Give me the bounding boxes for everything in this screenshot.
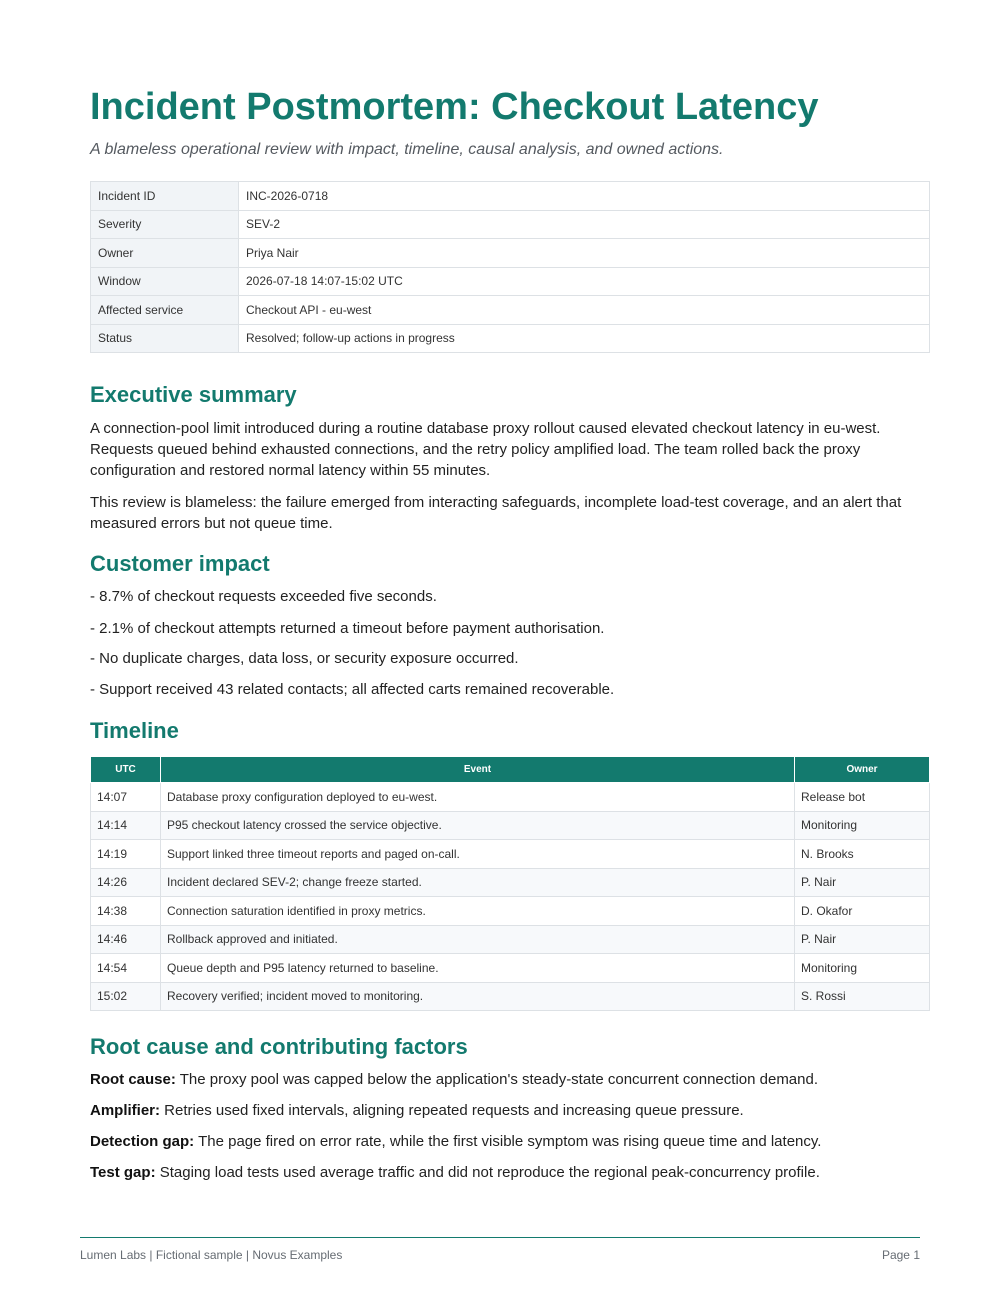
table-row [91, 925, 930, 954]
meta-row [91, 267, 930, 296]
cause-label: Root cause: [90, 1071, 176, 1088]
impact-item: - 8.7% of checkout requests exceeded five seconds. [90, 588, 437, 605]
meta-value: Checkout API - eu-west [239, 296, 930, 325]
time-cell: 14:54 [91, 954, 161, 983]
timeline-header-row [91, 757, 930, 783]
meta-row [91, 239, 930, 268]
event-cell: Support linked three timeout reports and paged on-call. [161, 840, 795, 869]
cause-item [90, 1069, 920, 1090]
event-cell: Incident declared SEV-2; change freeze started. [161, 868, 795, 897]
summary-paragraph: This review is blameless: the failure emerged from interacting safeguards, incomplete load-test coverage, and an alert that measured errors but not queue time. [90, 494, 902, 532]
footer-left-text: Lumen Labs | Fictional sample | Novus Examples [80, 1248, 343, 1262]
owner-cell: P. Nair [795, 925, 930, 954]
meta-key: Affected service [91, 296, 239, 325]
column-header-utc: UTC [91, 757, 161, 783]
cause-text: The proxy pool was capped below the application's steady-state concurrent connection demand. [175, 1071, 819, 1088]
owner-cell: P. Nair [795, 868, 930, 897]
cause-text: Staging load tests used average traffic and did not reproduce the regional peak-concurrency profile. [155, 1164, 820, 1181]
meta-key: Incident ID [91, 182, 239, 211]
meta-value: Resolved; follow-up actions in progress [239, 324, 930, 353]
meta-value: 2026-07-18 14:07-15:02 UTC [239, 267, 930, 296]
cause-label: Detection gap: [90, 1133, 195, 1150]
cause-label: Test gap: [90, 1164, 156, 1181]
cause-label: Amplifier: [90, 1102, 161, 1119]
timeline-heading: Timeline [90, 718, 179, 743]
meta-value: SEV-2 [239, 210, 930, 239]
meta-key: Owner [91, 239, 239, 268]
event-cell: Rollback approved and initiated. [161, 925, 795, 954]
time-cell: 14:26 [91, 868, 161, 897]
cause-text: Retries used fixed intervals, aligning repeated requests and increasing queue pressure. [160, 1102, 744, 1119]
meta-row [91, 324, 930, 353]
impact-item: - Support received 43 related contacts; all affected carts remained recoverable. [90, 681, 615, 698]
table-row [91, 897, 930, 926]
owner-cell: D. Okafor [795, 897, 930, 926]
meta-value: INC-2026-0718 [239, 182, 930, 211]
page-title: Incident Postmortem: Checkout Latency [90, 86, 819, 128]
event-cell: Queue depth and P95 latency returned to baseline. [161, 954, 795, 983]
meta-value: Priya Nair [239, 239, 930, 268]
event-cell: Recovery verified; incident moved to monitoring. [161, 982, 795, 1011]
table-row [91, 783, 930, 812]
time-cell: 14:46 [91, 925, 161, 954]
table-row [91, 954, 930, 983]
table-row [91, 982, 930, 1011]
time-cell: 14:07 [91, 783, 161, 812]
meta-key: Window [91, 267, 239, 296]
event-cell: P95 checkout latency crossed the service objective. [161, 811, 795, 840]
meta-row [91, 182, 930, 211]
executive-summary-heading: Executive summary [90, 382, 297, 407]
time-cell: 14:14 [91, 811, 161, 840]
event-cell: Database proxy configuration deployed to eu-west. [161, 783, 795, 812]
root-cause-heading: Root cause and contributing factors [90, 1034, 468, 1059]
time-cell: 14:38 [91, 897, 161, 926]
page-number: Page 1 [881, 1248, 920, 1262]
time-cell: 15:02 [91, 982, 161, 1011]
timeline-table [90, 756, 930, 1011]
event-cell: Connection saturation identified in proxy metrics. [161, 897, 795, 926]
column-header-event: Event [161, 757, 795, 783]
owner-cell: Release bot [795, 783, 930, 812]
owner-cell: S. Rossi [795, 982, 930, 1011]
cause-item [90, 1162, 920, 1183]
summary-paragraph: A connection-pool limit introduced during a routine database proxy rollout caused elevated checkout latency in eu-west. Requests queued behind exhausted connections, and the retry policy amplified load. The team rolled back the proxy configuration and restored normal latency within 55 minutes. [90, 420, 881, 479]
meta-key: Status [91, 324, 239, 353]
owner-cell: N. Brooks [795, 840, 930, 869]
customer-impact-heading: Customer impact [90, 551, 270, 576]
page-subtitle: A blameless operational review with impact, timeline, causal analysis, and owned actions. [90, 141, 724, 158]
meta-row [91, 296, 930, 325]
owner-cell: Monitoring [795, 954, 930, 983]
column-header-owner: Owner [795, 757, 930, 783]
meta-key: Severity [91, 210, 239, 239]
time-cell: 14:19 [91, 840, 161, 869]
meta-row [91, 210, 930, 239]
cause-text: The page fired on error rate, while the first visible symptom was rising queue time and latency. [194, 1133, 822, 1150]
impact-item: - No duplicate charges, data loss, or security exposure occurred. [90, 650, 519, 667]
table-row [91, 868, 930, 897]
table-row [91, 811, 930, 840]
table-row [91, 840, 930, 869]
incident-metadata-table [90, 181, 930, 353]
owner-cell: Monitoring [795, 811, 930, 840]
cause-item [90, 1100, 920, 1121]
footer-divider [80, 1237, 920, 1238]
impact-item: - 2.1% of checkout attempts returned a timeout before payment authorisation. [90, 620, 605, 637]
cause-item [90, 1131, 920, 1152]
